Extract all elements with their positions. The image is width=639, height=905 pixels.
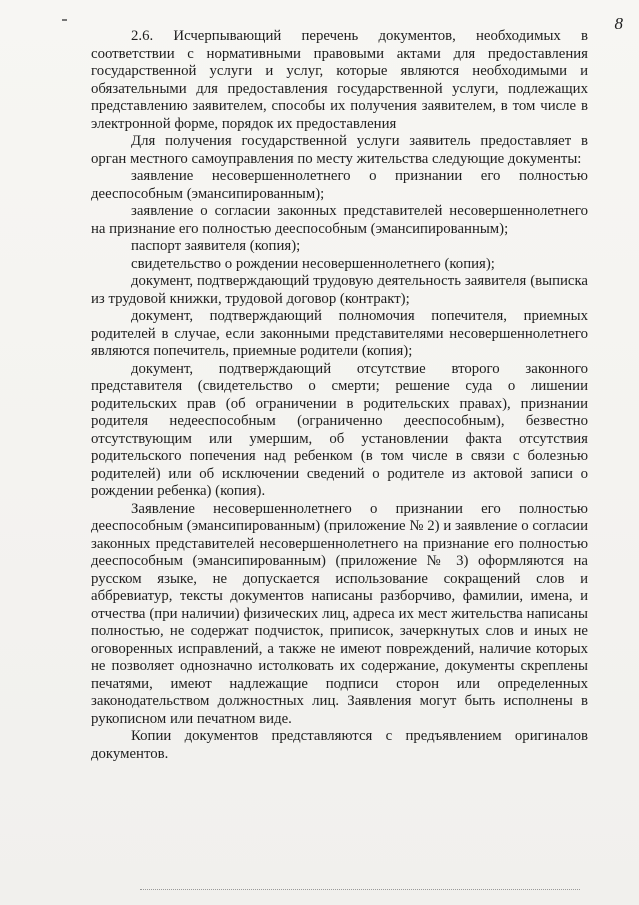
document-body — [91, 28, 588, 763]
scan-mark — [62, 19, 67, 21]
list-item-minor-application: заявление несовершеннолетнего о признании его полностью дееспособным (эмансипированным); — [91, 168, 588, 202]
page-number: 8 — [614, 14, 623, 33]
section-heading-2-6: 2.6. Исчерпывающий перечень документов, необходимых в соответствии с нормативными правовыми актами для предоставления государственной услуги и услуг, которые являются необходимыми и обязательными для предоставления государственной услуги, подлежащих представлению заявителем, способы их получения заявителем, в том числе в электронной форме, порядок их предоставления — [91, 28, 588, 132]
list-item-birth-certificate: свидетельство о рождении несовершеннолетнего (копия); — [131, 255, 495, 272]
list-item-passport: паспорт заявителя (копия); — [131, 238, 301, 254]
paragraph-application-requirements: Заявление несовершеннолетнего о признании его полностью дееспособным (эмансипированным) (приложение № 2) и заявление о согласии законных представителей несовершеннолетнего на признание его полностью дееспособным (эмансипированным) (приложение № 3) оформляются на русском языке, не допускается использование сокращений слов и аббревиатур, тексты документов написаны разборчиво, фамилии, имена, и отчества (при наличии) физических лиц, адреса их мест жительства написаны полностью, не содержат подчисток, приписок, зачеркнутых слов и иных не оговоренных исправлений, а также не имеют повреждений, наличие которых не позволяет однозначно истолковать их содержание, документы скреплены печатями, имеют надлежащие подписи сторон или определенных законодательством должностных лиц. Заявления могут быть исполнены в рукописном или печатном виде. — [91, 500, 588, 727]
list-item-guardians-consent: заявление о согласии законных представителей несовершеннолетнего на признание его полностью дееспособным (эмансипированным); — [91, 203, 588, 237]
paragraph-intro: Для получения государственной услуги заявитель предоставляет в орган местного самоуправления по месту жительства следующие документы: — [91, 133, 588, 167]
list-item-employment-document: документ, подтверждающий трудовую деятельность заявителя (выписка из трудовой книжки, трудовой договор (контракт); — [91, 273, 588, 307]
list-item-guardian-authority: документ, подтверждающий полномочия попечителя, приемных родителей в случае, если законными представителями несовершеннолетнего являются попечитель, приемные родители (копия); — [91, 308, 588, 359]
list-item-second-representative-absence: документ, подтверждающий отсутствие второго законного представителя (свидетельство о смерти; решение суда о лишении родительских прав (об ограничении в родительских правах), признании родителя недееспособным (ограниченно дееспособным), безвестно отсутствующим или умершим, об установлении факта отсутствия родительского попечения над ребенком (в том числе в связи с болезнью родителей) или об исключении сведений о родителе из актовой записи о рождении ребенка) (копия). — [91, 360, 588, 499]
scan-edge-line — [140, 889, 580, 890]
paragraph-copies: Копии документов представляются с предъявлением оригиналов документов. — [91, 728, 588, 762]
